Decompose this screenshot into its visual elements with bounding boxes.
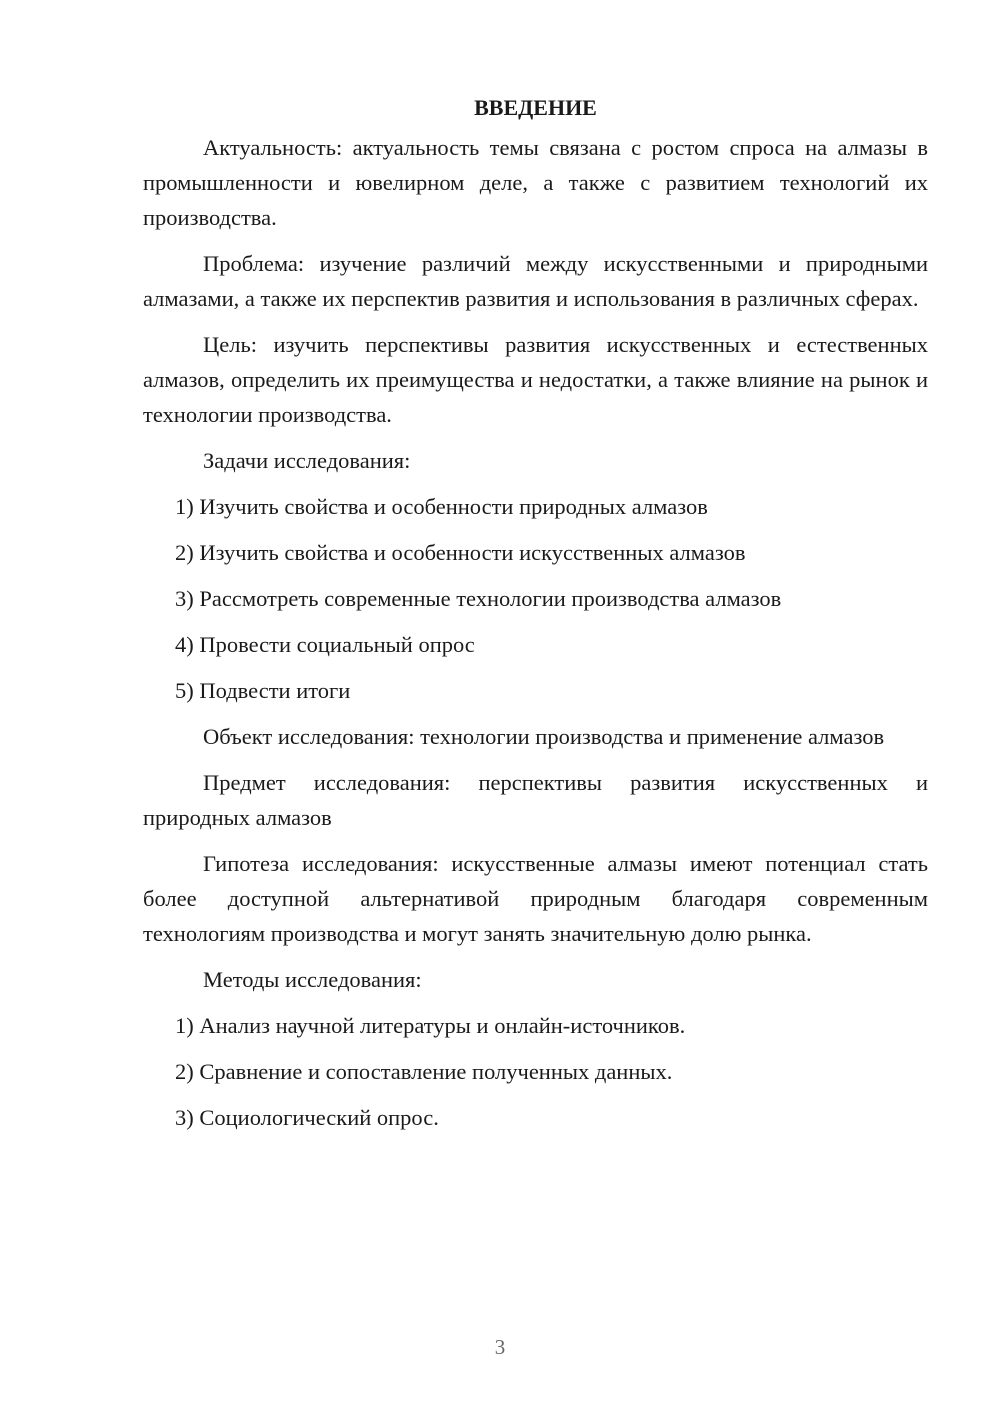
task-item: 4) Провести социальный опрос	[175, 632, 475, 657]
method-item: 2) Сравнение и сопоставление полученных данных.	[175, 1059, 673, 1084]
methods-label: Методы исследования:	[203, 967, 422, 992]
hypothesis-paragraph: Гипотеза исследования: искусственные алмазы имеют потенциал стать более доступной альтернативой природным благодаря современным технологиям производства и могут занять значительную долю рынка.	[143, 851, 928, 946]
method-item: 1) Анализ научной литературы и онлайн-источников.	[175, 1013, 686, 1038]
task-item: 3) Рассмотреть современные технологии производства алмазов	[175, 586, 782, 611]
section-title: ВВЕДЕНИЕ	[474, 95, 597, 120]
document-page	[143, 90, 928, 1146]
object-paragraph: Объект исследования: технологии производства и применение алмазов	[203, 724, 885, 749]
relevance-paragraph: Актуальность: актуальность темы связана с ростом спроса на алмазы в промышленности и ювелирном деле, а также с развитием технологий их производства.	[143, 135, 928, 230]
method-item: 3) Социологический опрос.	[175, 1105, 439, 1130]
problem-paragraph: Проблема: изучение различий между искусственными и природными алмазами, а также их перспектив развития и использования в различных сферах.	[143, 251, 928, 311]
task-item: 5) Подвести итоги	[175, 678, 351, 703]
page-number: 3	[494, 1335, 506, 1359]
goal-paragraph: Цель: изучить перспективы развития искусственных и естественных алмазов, определить их преимущества и недостатки, а также влияние на рынок и технологии производства.	[143, 332, 928, 427]
subject-paragraph: Предмет исследования: перспективы развития искусственных и природных алмазов	[143, 770, 928, 830]
task-item: 1) Изучить свойства и особенности природных алмазов	[175, 494, 708, 519]
tasks-label: Задачи исследования:	[203, 448, 411, 473]
task-item: 2) Изучить свойства и особенности искусственных алмазов	[175, 540, 746, 565]
